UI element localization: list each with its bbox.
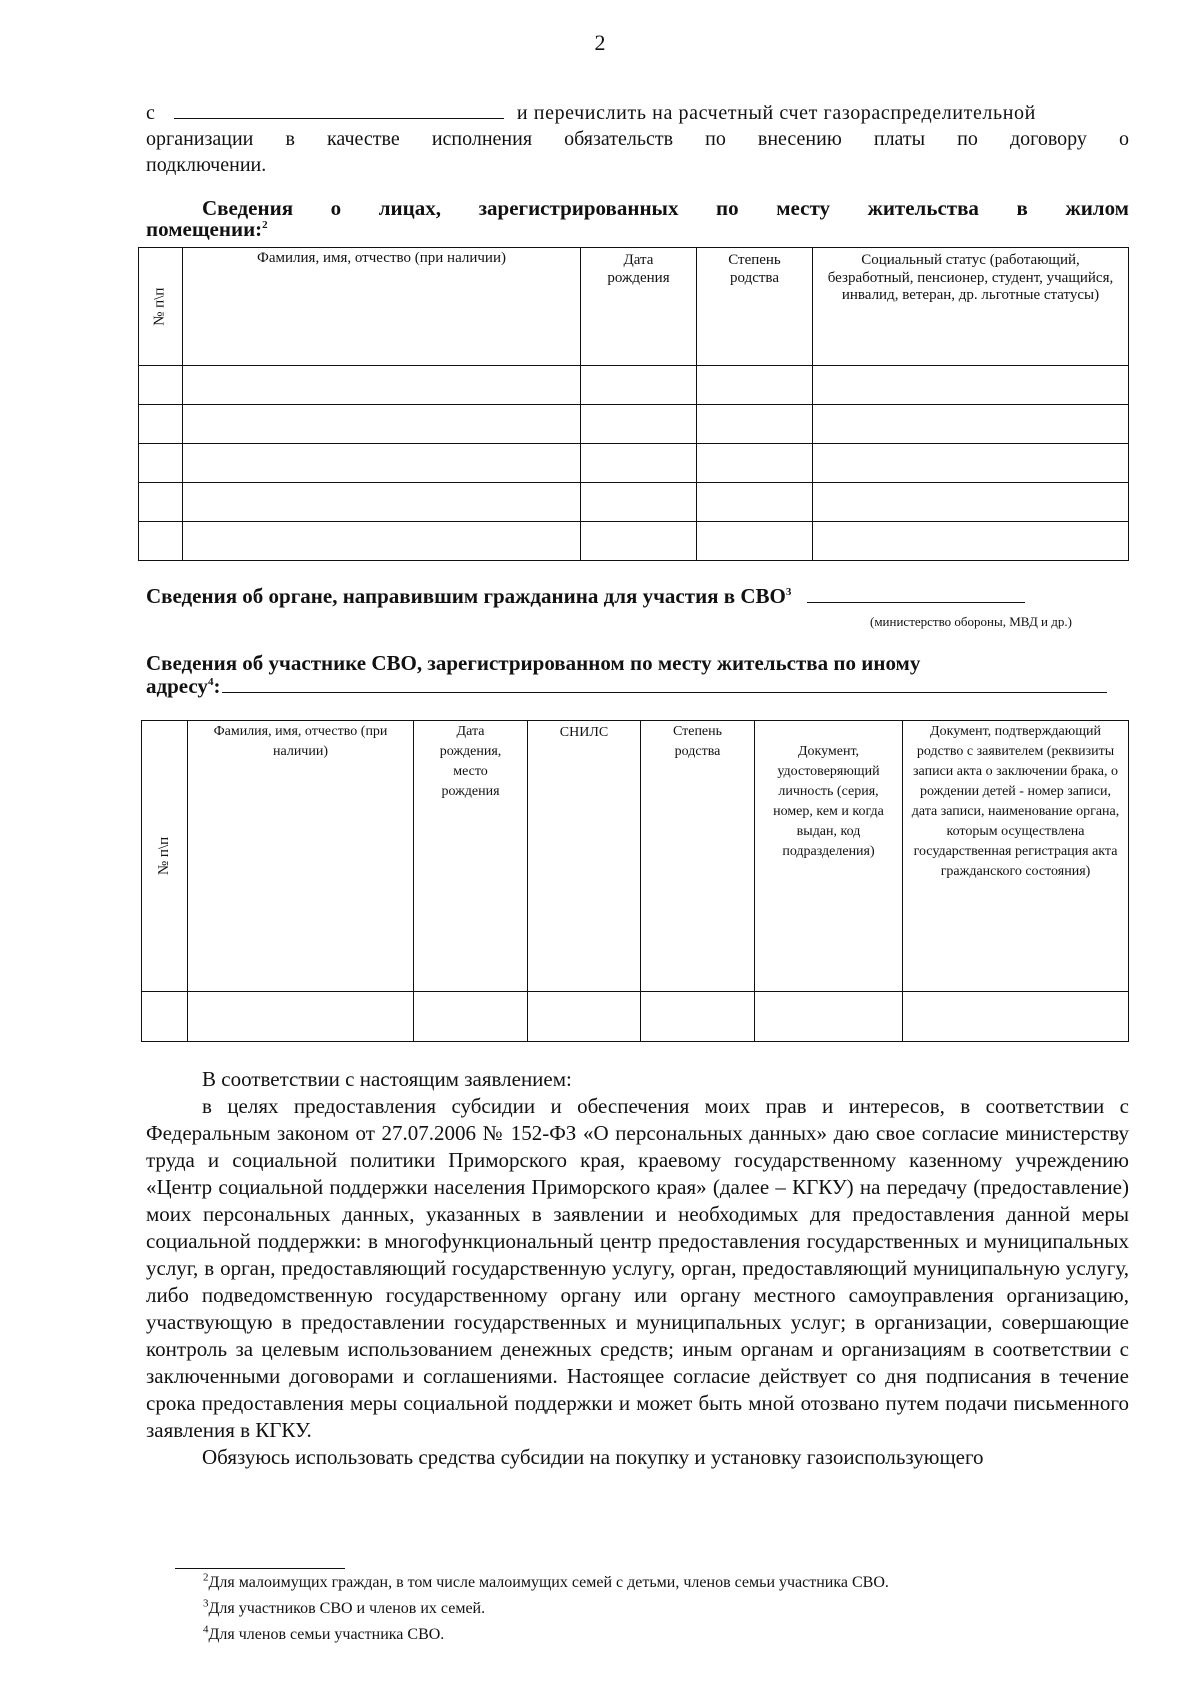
intro-line-1: [146, 100, 1129, 126]
col-header-relation: Степень родства: [697, 248, 813, 366]
section2-hint: (министерство обороны, МВД и др.): [870, 614, 1072, 629]
intro-blank-field[interactable]: [174, 100, 504, 119]
table-cell[interactable]: [641, 992, 755, 1042]
table-cell[interactable]: [697, 366, 813, 405]
section3-heading-line1: Сведения об участнике СВО, зарегистрированном по месту жительства по иному: [146, 651, 921, 675]
table-row: [142, 992, 1129, 1042]
table-row: [139, 366, 1129, 405]
section1-heading: [146, 196, 1129, 242]
table-header-row: [142, 721, 1129, 992]
table-cell[interactable]: [581, 522, 697, 561]
col-header-fio: Фамилия, имя, отчество (при наличии): [188, 721, 414, 992]
section3-heading: [146, 651, 1129, 699]
section3-heading-line2: адресу$^4$:: [146, 674, 1129, 699]
footnote-3: $^3$Для участников СВО и членов их семей.: [203, 1597, 486, 1617]
footnote-ref-2: 2: [262, 219, 268, 231]
col-header-num: № п\п: [142, 721, 188, 992]
table-cell[interactable]: [697, 405, 813, 444]
col-header-kinship-document: Документ, подтверждающий родство с заявителем (реквизиты записи акта о заключении брака, о рождении детей - номер записи, дата записи, наименование органа, которым осуществлена государственная регистрация акта гражданского состояния): [903, 721, 1129, 992]
consent-text: [146, 1066, 1129, 1471]
table-cell[interactable]: [697, 522, 813, 561]
intro-paragraph: [146, 100, 1129, 178]
col-header-fio: Фамилия, имя, отчество (при наличии): [183, 248, 581, 366]
table-row: [139, 405, 1129, 444]
section2-heading: [146, 584, 1129, 609]
table-cell[interactable]: [183, 405, 581, 444]
col-header-relation: Степень родства: [641, 721, 755, 992]
intro-line-2: организации в качестве исполнения обязательств по внесению платы по договору о: [146, 128, 1129, 150]
table-cell[interactable]: [813, 444, 1129, 483]
footnote-ref-3: 3: [785, 586, 792, 598]
consent-paragraph-1: В соответствии с настоящим заявлением:: [202, 1067, 572, 1091]
col-header-birth: Дата рождения: [581, 248, 697, 366]
intro-line-3: подключении.: [146, 154, 267, 176]
table-cell[interactable]: [813, 483, 1129, 522]
section1-heading-line2: помещении:$^2$: [146, 217, 268, 241]
residents-table: [138, 247, 1129, 561]
table-cell[interactable]: [813, 522, 1129, 561]
table-cell[interactable]: [139, 522, 183, 561]
table-cell[interactable]: [139, 405, 183, 444]
footnote-4: $^4$Для членов семьи участника СВО.: [203, 1623, 445, 1643]
section2-blank-field[interactable]: [807, 584, 1025, 603]
col-header-snils: СНИЛС: [528, 721, 641, 992]
footnote-ref-4: 4: [207, 676, 214, 688]
table-cell[interactable]: [183, 366, 581, 405]
svo-participant-table: [141, 720, 1129, 1042]
intro-prefix: с: [146, 102, 155, 124]
table-cell[interactable]: [903, 992, 1129, 1042]
table-cell[interactable]: [139, 366, 183, 405]
table-cell[interactable]: [142, 992, 188, 1042]
table-header-row: [139, 248, 1129, 366]
table-cell[interactable]: [697, 483, 813, 522]
table-cell[interactable]: [697, 444, 813, 483]
footnote-2: $^2$Для малоимущих граждан, в том числе малоимущих семей с детьми, членов семьи участника СВО.: [203, 1571, 889, 1591]
table-row: [139, 483, 1129, 522]
section3-blank-field[interactable]: [222, 674, 1107, 693]
table-cell[interactable]: [183, 444, 581, 483]
section1-heading-line1: Сведения о лицах, зарегистрированных по месту жительства в жилом: [202, 196, 1129, 220]
table-cell[interactable]: [183, 483, 581, 522]
table-cell[interactable]: [581, 366, 697, 405]
table-cell[interactable]: [581, 405, 697, 444]
table-cell[interactable]: [581, 444, 697, 483]
consent-paragraph-2: в целях предоставления субсидии и обеспечения моих прав и интересов, в соответствии с Федеральным законом от 27.07.2006 № 152-ФЗ «О персональных данных» даю свое согласие министерству труда и социальной политики Приморского края, краевому государственному казенному учреждению «Центр социальной поддержки населения Приморского края» (далее – КГКУ) на передачу (предоставление) моих персональных данных, указанных в заявлении и необходимых для предоставления данной меры социальной поддержки: в многофункциональный центр предоставления государственных и муниципальных услуг, в орган, предоставляющий государственную услугу, орган, предоставляющий муниципальную услугу, либо подведомственную государственному органу или органу местного самоуправления организацию, участвующую в предоставлении государственных и муниципальных услуг; в организации, совершающие контроль за целевым использованием денежных средств; иным органам и организациям в соответствии с заключенными договорами и соглашениями. Настоящее согласие действует со дня подписания в течение срока предоставления меры социальной поддержки и может быть мной отозвано путем подачи письменного заявления в КГКУ.: [146, 1094, 1129, 1442]
consent-paragraph-3: Обязуюсь использовать средства субсидии на покупку и установку газоиспользующего: [202, 1445, 984, 1469]
table-row: [139, 444, 1129, 483]
table-cell[interactable]: [528, 992, 641, 1042]
intro-after-blank: и перечислить на расчетный счет газораспределительной: [516, 102, 1036, 124]
col-header-birth-place: Дата рождения, место рождения: [414, 721, 528, 992]
section2-heading-text: Сведения об органе, направившим гражданина для участия в СВО$^3$: [146, 584, 792, 608]
col-header-num: № п\п: [139, 248, 183, 366]
table-cell[interactable]: [183, 522, 581, 561]
table-cell[interactable]: [139, 483, 183, 522]
table-cell[interactable]: [139, 444, 183, 483]
col-header-id-document: Документ, удостоверяющий личность (серия, номер, кем и когда выдан, код подразделения): [755, 721, 903, 992]
table-cell[interactable]: [755, 992, 903, 1042]
col-header-social: Социальный статус (работающий, безработный, пенсионер, студент, учащийся, инвалид, ветеран, др. льготные статусы): [813, 248, 1129, 366]
table-cell[interactable]: [581, 483, 697, 522]
table-cell[interactable]: [414, 992, 528, 1042]
table-row: [139, 522, 1129, 561]
table-cell[interactable]: [188, 992, 414, 1042]
footnote-divider: [175, 1568, 345, 1569]
table-cell[interactable]: [813, 366, 1129, 405]
table-cell[interactable]: [813, 405, 1129, 444]
page-number: 2: [594, 30, 606, 55]
